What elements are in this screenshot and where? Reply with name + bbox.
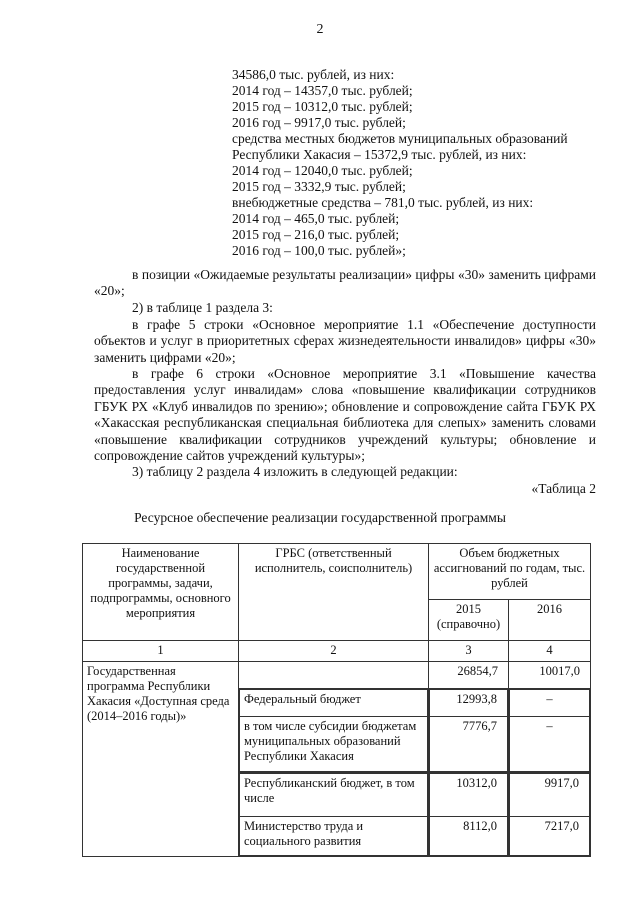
grbs-cell: в том числе субсидии бюджетам муниципальных образований Республики Хакасия — [240, 717, 428, 772]
header-cell-grbs: ГРБС (ответственный исполнитель, соисполнитель) — [239, 544, 429, 641]
budget-line: 34586,0 тыс. рублей, из них: — [232, 67, 395, 82]
paragraph — [94, 464, 596, 480]
paragraph — [94, 366, 596, 464]
budget-line: Республики Хакасия – 15372,9 тыс. рублей, из них: — [232, 147, 527, 162]
value-2015: 7776,7 — [430, 717, 508, 772]
value-subtable — [429, 689, 508, 772]
budget-line: 2015 год – 216,0 тыс. рублей; — [232, 227, 400, 242]
column-number: 3 — [429, 641, 509, 662]
column-number: 1 — [83, 641, 239, 662]
paragraph-text: 3) таблицу 2 раздела 4 изложить в следующей редакции: — [132, 464, 458, 479]
budget-line: 2016 год – 100,0 тыс. рублей»; — [232, 243, 406, 258]
budget-line: 2014 год – 12040,0 тыс. рублей; — [232, 163, 413, 178]
paragraph — [94, 317, 596, 366]
header-cell-2016: 2016 — [509, 599, 591, 640]
grbs-cell — [239, 662, 429, 689]
value-2015: 12993,8 — [430, 690, 508, 717]
header-row — [83, 544, 591, 600]
grbs-cell-group — [239, 689, 429, 773]
column-number-row — [83, 641, 591, 662]
program-name-cell: Государственная программа Республики Хакасия «Доступная среда (2014–2016 годы)» — [83, 662, 239, 857]
table-title: Ресурсное обеспечение реализации государственной программы — [134, 510, 506, 525]
value-2015: 8112,0 — [430, 817, 508, 856]
column-number: 2 — [239, 641, 429, 662]
value-subtable — [429, 773, 508, 856]
paragraph — [94, 300, 596, 316]
grbs-cell: Министерство труда и социального развития — [240, 817, 428, 856]
value-2015: 26854,7 — [429, 662, 509, 689]
resource-table — [82, 543, 591, 857]
value-2015-group — [429, 689, 509, 773]
value-2016-group — [509, 689, 591, 773]
table-row — [83, 662, 591, 689]
budget-line: 2016 год – 9917,0 тыс. рублей; — [232, 115, 406, 130]
table-label: «Таблица 2 — [531, 481, 596, 496]
header-cell-name: Наименование государственной программы, задачи, подпрограммы, основного мероприятия — [83, 544, 239, 641]
value-2016: 9917,0 — [510, 774, 590, 817]
column-number: 4 — [509, 641, 591, 662]
header-cell-budget: Объем бюджетных ассигнований по годам, тыс. рублей — [429, 544, 591, 600]
budget-line: 2014 год – 14357,0 тыс. рублей; — [232, 83, 413, 98]
budget-line: внебюджетные средства – 781,0 тыс. рублей, из них: — [232, 195, 534, 210]
paragraph-text: в графе 6 строки «Основное мероприятие 3.1 «Повышение качества предоставления услуг инвалидам» слова «повышение квалификации сотрудников ГБУК РХ «Клуб инвалидов по зрению»; обновление и сопровождение сайта ГБУК РХ «Хакасская республиканская специальная библиотека для слепых» заменить словами «повышение квалификации сотрудников учреждений культуры; обновление и сопровождение сайтов учреждений культуры»; — [94, 366, 596, 464]
value-2015: 10312,0 — [430, 774, 508, 817]
value-2016: – — [510, 717, 590, 772]
paragraph-text: в графе 5 строки «Основное мероприятие 1.1 «Обеспечение доступности объектов и услуг в приоритетных сферах жизнедеятельности инвалидов» цифры «30» заменить цифрами «20»; — [94, 317, 596, 365]
value-2016-group — [509, 773, 591, 857]
value-subtable — [509, 689, 590, 772]
paragraph-text: в позиции «Ожидаемые результаты реализации» цифры «30» заменить цифрами «20»; — [94, 267, 596, 299]
budget-line: средства местных бюджетов муниципальных образований — [232, 131, 568, 146]
value-2016: 7217,0 — [510, 817, 590, 856]
paragraph-text: 2) в таблице 1 раздела 3: — [132, 300, 273, 315]
grbs-cell: Федеральный бюджет — [240, 690, 428, 717]
budget-line: 2014 год – 465,0 тыс. рублей; — [232, 211, 400, 226]
grbs-cell: Республиканский бюджет, в том числе — [240, 774, 428, 817]
value-2016: – — [510, 690, 590, 717]
grbs-cell-group — [239, 773, 429, 857]
budget-line: 2015 год – 10312,0 тыс. рублей; — [232, 99, 413, 114]
value-2016: 10017,0 — [509, 662, 591, 689]
budget-line: 2015 год – 3332,9 тыс. рублей; — [232, 179, 406, 194]
header-cell-2015: 2015 (справочно) — [429, 599, 509, 640]
grbs-subtable — [239, 689, 428, 772]
page-number: 2 — [316, 22, 324, 37]
grbs-subtable — [239, 773, 428, 856]
value-2015-group — [429, 773, 509, 857]
value-subtable — [509, 773, 590, 856]
paragraph — [94, 267, 596, 300]
